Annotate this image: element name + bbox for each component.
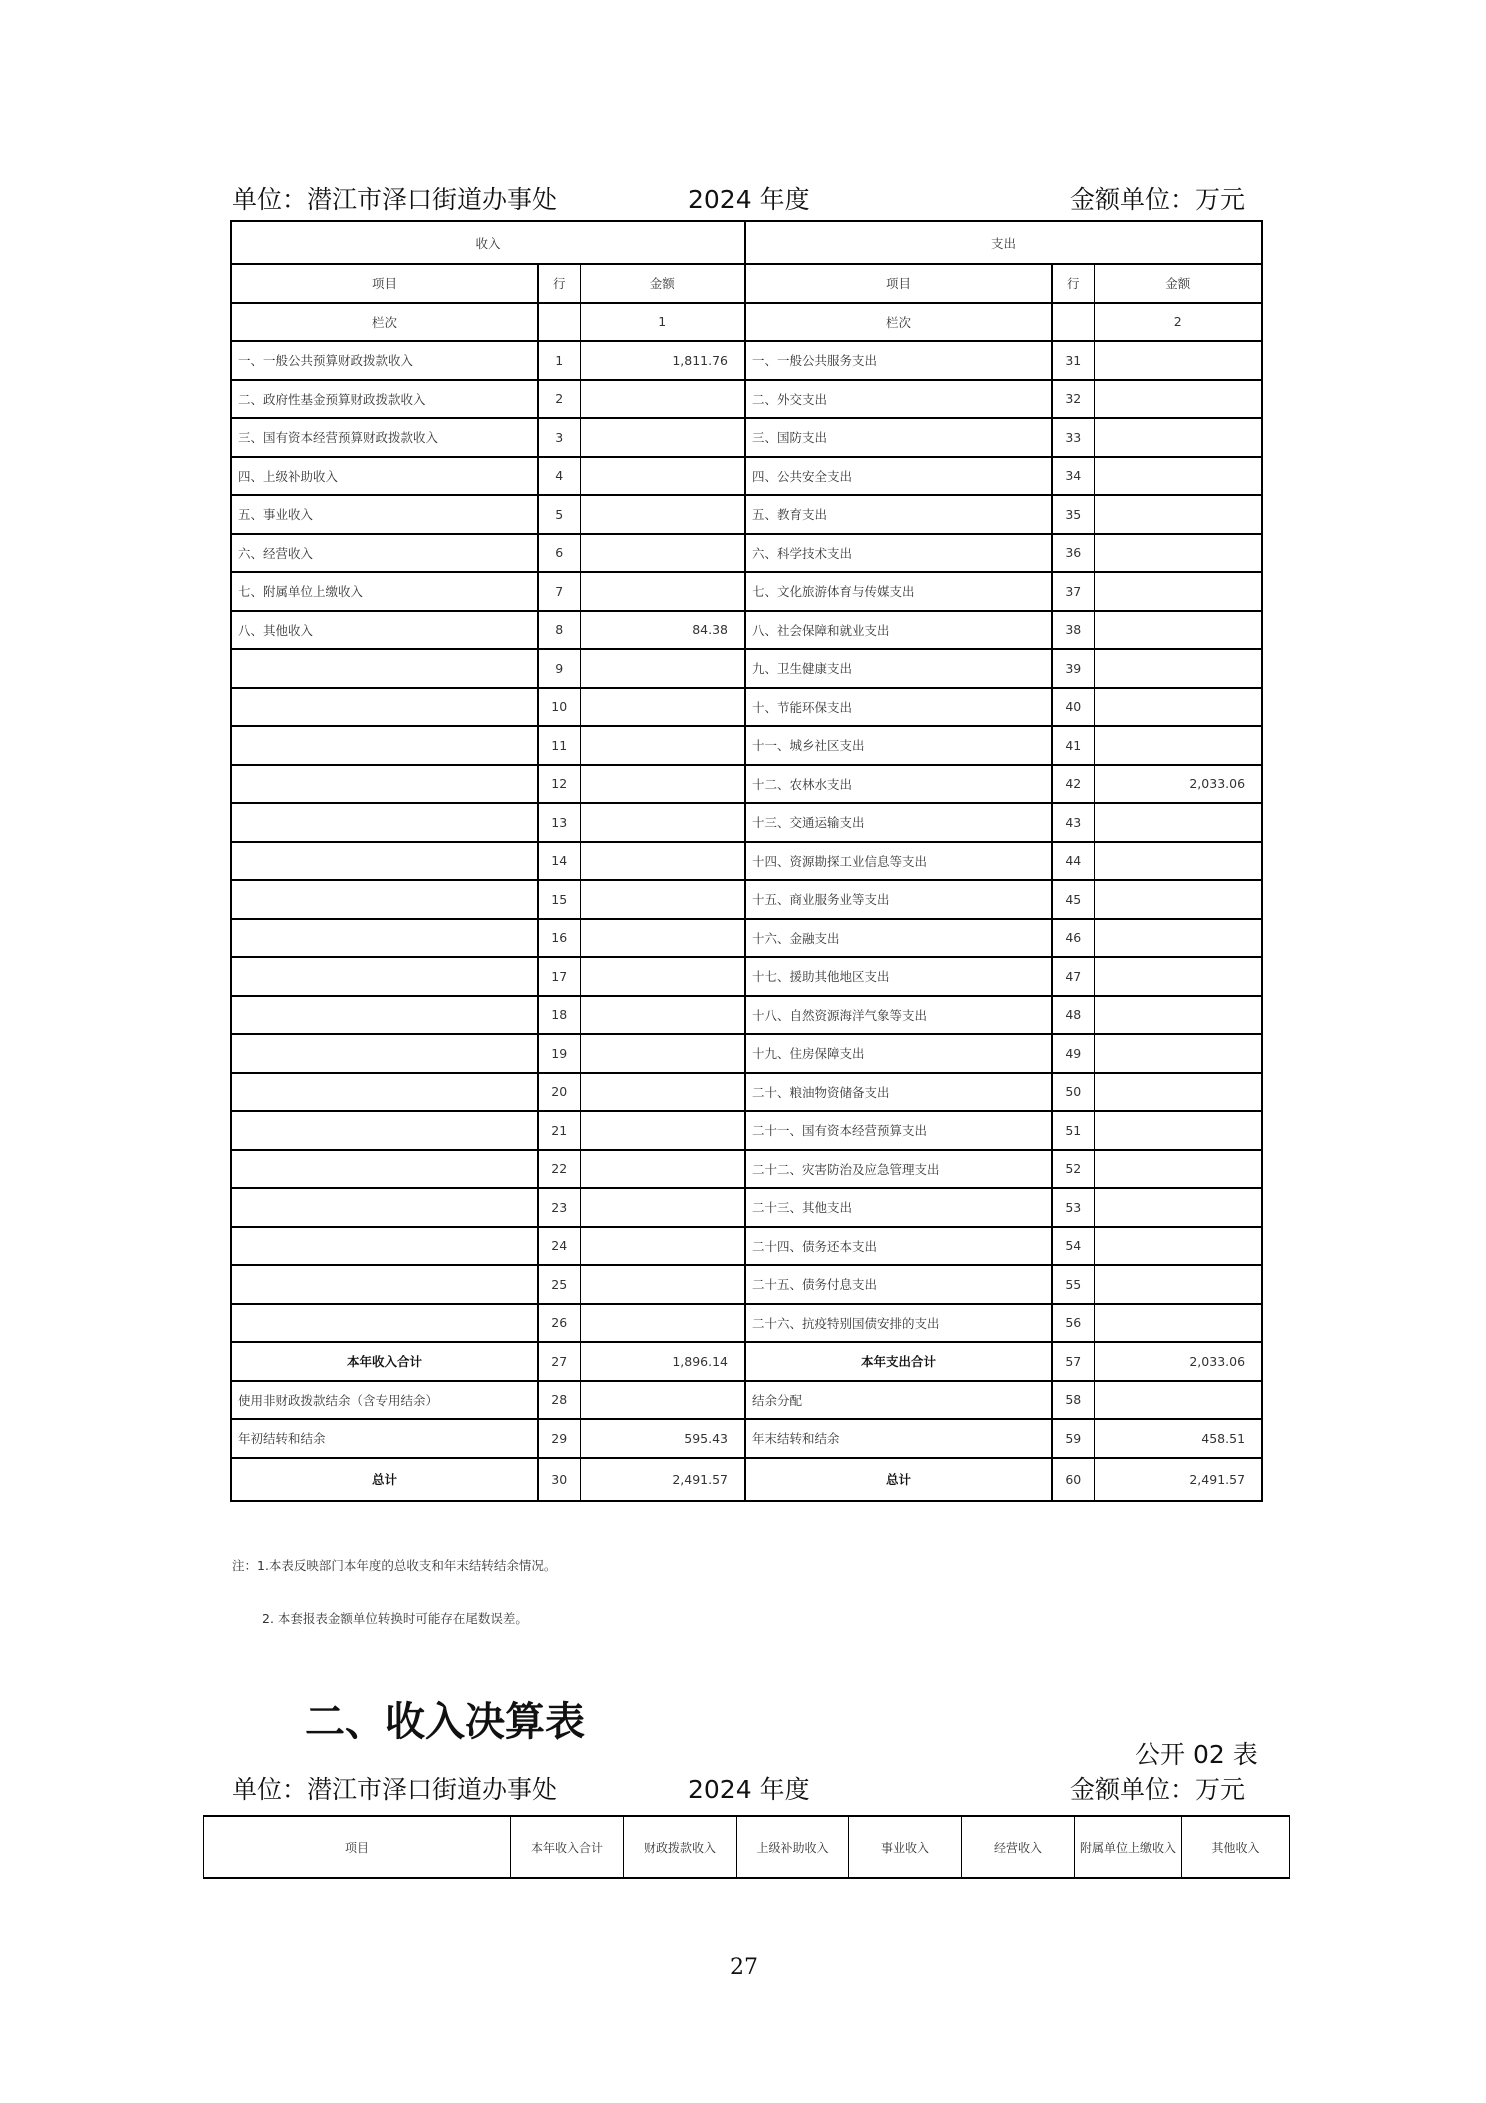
expense-total-amount: 458.51 <box>1094 1419 1262 1458</box>
expense-amount <box>1094 495 1262 534</box>
income-amount <box>580 495 745 534</box>
expense-amount <box>1094 341 1262 380</box>
table-row <box>231 1073 1262 1112</box>
income-total-row-number: 27 <box>538 1342 580 1381</box>
expense-row-number: 55 <box>1052 1265 1094 1304</box>
expense-item: 二十三、其他支出 <box>745 1188 1052 1227</box>
income-amount <box>580 457 745 496</box>
income-statement-header-row <box>204 1816 1290 1878</box>
note-2: 2. 本套报表金额单位转换时可能存在尾数误差。 <box>262 1611 528 1626</box>
expense-item: 七、文化旅游体育与传媒支出 <box>745 572 1052 611</box>
income-total-row-number: 28 <box>538 1381 580 1420</box>
expense-total-amount: 2,033.06 <box>1094 1342 1262 1381</box>
table-row <box>231 649 1262 688</box>
total-row <box>231 1342 1262 1381</box>
expense-amount <box>1094 572 1262 611</box>
income-amount <box>580 1034 745 1073</box>
expense-amount: 2,033.06 <box>1094 765 1262 804</box>
income-row-number: 24 <box>538 1227 580 1266</box>
expense-amount <box>1094 418 1262 457</box>
income-row-number: 1 <box>538 341 580 380</box>
expense-row-number: 46 <box>1052 919 1094 958</box>
expense-item: 二十六、抗疫特别国债安排的支出 <box>745 1304 1052 1343</box>
income-amount <box>580 649 745 688</box>
income-row-number: 7 <box>538 572 580 611</box>
expense-row-number: 47 <box>1052 957 1094 996</box>
income-total-item: 总计 <box>231 1458 538 1501</box>
expense-row-number: 51 <box>1052 1111 1094 1150</box>
expense-item: 十二、农林水支出 <box>745 765 1052 804</box>
table-row <box>231 1188 1262 1227</box>
expense-row-number: 36 <box>1052 534 1094 573</box>
expense-amount <box>1094 1265 1262 1304</box>
expense-row-header: 行 <box>1052 264 1094 303</box>
income-item: 七、附属单位上缴收入 <box>231 572 538 611</box>
expense-item: 二十、粮油物资储备支出 <box>745 1073 1052 1112</box>
table-row <box>231 457 1262 496</box>
income-row-number: 18 <box>538 996 580 1035</box>
expense-amount <box>1094 919 1262 958</box>
income-amount <box>580 880 745 919</box>
expense-item: 三、国防支出 <box>745 418 1052 457</box>
expense-item: 九、卫生健康支出 <box>745 649 1052 688</box>
income-amount <box>580 1304 745 1343</box>
income-total-row-number: 30 <box>538 1458 580 1501</box>
income-amount <box>580 957 745 996</box>
table-row <box>231 765 1262 804</box>
income-row-number: 20 <box>538 1073 580 1112</box>
income-row-number: 17 <box>538 957 580 996</box>
table-row <box>231 957 1262 996</box>
table-row <box>231 341 1262 380</box>
income-amount <box>580 1227 745 1266</box>
expense-row-number: 53 <box>1052 1188 1094 1227</box>
income-row-number: 26 <box>538 1304 580 1343</box>
table-row <box>231 688 1262 727</box>
expense-total-row-number: 59 <box>1052 1419 1094 1458</box>
expense-total-item: 年末结转和结余 <box>745 1419 1052 1458</box>
table-row <box>231 1150 1262 1189</box>
expense-item: 十八、自然资源海洋气象等支出 <box>745 996 1052 1035</box>
table-row <box>231 418 1262 457</box>
section-title: 二、收入决算表 <box>305 1699 585 1745</box>
income-item: 三、国有资本经营预算财政拨款收入 <box>231 418 538 457</box>
income-total-item: 使用非财政拨款结余（含专用结余） <box>231 1381 538 1420</box>
income-amount: 84.38 <box>580 611 745 650</box>
income-statement-column-header: 上级补助收入 <box>737 1816 849 1878</box>
income-statement-column-header: 附属单位上缴收入 <box>1075 1816 1182 1878</box>
income-amount <box>580 688 745 727</box>
income-item <box>231 1188 538 1227</box>
expense-amount <box>1094 1304 1262 1343</box>
income-item: 四、上级补助收入 <box>231 457 538 496</box>
income-item <box>231 1111 538 1150</box>
expense-row-number: 38 <box>1052 611 1094 650</box>
income-amount-header: 金额 <box>580 264 745 303</box>
total-row <box>231 1381 1262 1420</box>
expense-row-number: 39 <box>1052 649 1094 688</box>
income-total-amount: 595.43 <box>580 1419 745 1458</box>
expense-row-number: 52 <box>1052 1150 1094 1189</box>
income-amount <box>580 572 745 611</box>
income-item: 八、其他收入 <box>231 611 538 650</box>
income-expense-summary-table <box>230 220 1263 1502</box>
income-amount <box>580 919 745 958</box>
expense-item: 十九、住房保障支出 <box>745 1034 1052 1073</box>
income-item <box>231 803 538 842</box>
expense-item: 十七、援助其他地区支出 <box>745 957 1052 996</box>
expense-total-row-number: 58 <box>1052 1381 1094 1420</box>
income-amount: 1,811.76 <box>580 341 745 380</box>
note-1: 注：1.本表反映部门本年度的总收支和年末结转结余情况。 <box>232 1558 557 1573</box>
table-row <box>231 1265 1262 1304</box>
expense-item: 二、外交支出 <box>745 380 1052 419</box>
expense-row-number: 42 <box>1052 765 1094 804</box>
income-statement-column-header: 财政拨款收入 <box>624 1816 737 1878</box>
income-amount <box>580 765 745 804</box>
total-row <box>231 1458 1262 1501</box>
income-row-number: 16 <box>538 919 580 958</box>
expense-seq-blank <box>1052 303 1094 342</box>
income-item: 二、政府性基金预算财政拨款收入 <box>231 380 538 419</box>
income-statement-column-header: 事业收入 <box>849 1816 962 1878</box>
table-row <box>231 534 1262 573</box>
income-row-number: 21 <box>538 1111 580 1150</box>
income-amount <box>580 996 745 1035</box>
table-row <box>231 726 1262 765</box>
expense-total-item: 结余分配 <box>745 1381 1052 1420</box>
expense-item: 六、科学技术支出 <box>745 534 1052 573</box>
table-row <box>231 572 1262 611</box>
expense-total-item: 本年支出合计 <box>745 1342 1052 1381</box>
expense-row-number: 32 <box>1052 380 1094 419</box>
income-amount <box>580 1265 745 1304</box>
income-item <box>231 919 538 958</box>
year-label: 2024 年度 <box>688 185 810 214</box>
expense-amount <box>1094 611 1262 650</box>
income-item <box>231 996 538 1035</box>
expense-amount-header: 金额 <box>1094 264 1262 303</box>
income-statement-table <box>203 1815 1290 1879</box>
table-row <box>231 803 1262 842</box>
sequence-row <box>231 303 1262 342</box>
expense-total-amount <box>1094 1381 1262 1420</box>
income-row-number: 3 <box>538 418 580 457</box>
expense-item: 二十四、债务还本支出 <box>745 1227 1052 1266</box>
expense-total-row-number: 60 <box>1052 1458 1094 1501</box>
income-item <box>231 1304 538 1343</box>
income-amount <box>580 842 745 881</box>
income-row-number: 13 <box>538 803 580 842</box>
income-amount <box>580 1073 745 1112</box>
table-row <box>231 880 1262 919</box>
table-row <box>231 996 1262 1035</box>
income-row-number: 5 <box>538 495 580 534</box>
income-amount <box>580 380 745 419</box>
expense-row-number: 50 <box>1052 1073 1094 1112</box>
expense-row-number: 34 <box>1052 457 1094 496</box>
income-amount <box>580 1188 745 1227</box>
expense-item: 五、教育支出 <box>745 495 1052 534</box>
income-row-number: 22 <box>538 1150 580 1189</box>
income-item <box>231 1227 538 1266</box>
currency-label: 金额单位：万元 <box>1070 185 1246 214</box>
income-statement-column-header: 经营收入 <box>962 1816 1075 1878</box>
income-row-number: 25 <box>538 1265 580 1304</box>
table-code: 公开 02 表 <box>1135 1740 1258 1769</box>
income-item-header: 项目 <box>231 264 538 303</box>
income-item <box>231 880 538 919</box>
expense-amount <box>1094 380 1262 419</box>
income-amount <box>580 803 745 842</box>
expense-row-number: 40 <box>1052 688 1094 727</box>
expense-amount <box>1094 996 1262 1035</box>
income-amount <box>580 726 745 765</box>
income-seq-number: 1 <box>580 303 745 342</box>
expense-row-number: 41 <box>1052 726 1094 765</box>
income-row-number: 15 <box>538 880 580 919</box>
expense-row-number: 54 <box>1052 1227 1094 1266</box>
income-item <box>231 726 538 765</box>
income-row-number: 10 <box>538 688 580 727</box>
income-row-number: 2 <box>538 380 580 419</box>
expense-item: 十、节能环保支出 <box>745 688 1052 727</box>
income-item <box>231 1073 538 1112</box>
income-row-number: 14 <box>538 842 580 881</box>
income-amount <box>580 1150 745 1189</box>
expense-amount <box>1094 726 1262 765</box>
section2-unit-label: 单位：潜江市泽口街道办事处 <box>232 1775 558 1804</box>
expense-row-number: 45 <box>1052 880 1094 919</box>
income-row-number: 9 <box>538 649 580 688</box>
expense-amount <box>1094 842 1262 881</box>
expense-row-number: 31 <box>1052 341 1094 380</box>
table-row <box>231 611 1262 650</box>
income-total-amount: 1,896.14 <box>580 1342 745 1381</box>
expense-amount <box>1094 803 1262 842</box>
income-seq-blank <box>538 303 580 342</box>
expense-row-number: 33 <box>1052 418 1094 457</box>
income-total-item: 年初结转和结余 <box>231 1419 538 1458</box>
total-row <box>231 1419 1262 1458</box>
income-row-number: 6 <box>538 534 580 573</box>
expense-amount <box>1094 457 1262 496</box>
expense-item: 八、社会保障和就业支出 <box>745 611 1052 650</box>
expense-amount <box>1094 534 1262 573</box>
table-row <box>231 1034 1262 1073</box>
income-item <box>231 957 538 996</box>
expense-item: 二十一、国有资本经营预算支出 <box>745 1111 1052 1150</box>
expense-row-number: 43 <box>1052 803 1094 842</box>
expense-item: 二十二、灾害防治及应急管理支出 <box>745 1150 1052 1189</box>
income-total-amount: 2,491.57 <box>580 1458 745 1501</box>
expense-item: 十六、金融支出 <box>745 919 1052 958</box>
expense-amount <box>1094 1111 1262 1150</box>
expense-item: 一、一般公共服务支出 <box>745 341 1052 380</box>
expense-total-row-number: 57 <box>1052 1342 1094 1381</box>
group-header-row <box>231 221 1262 264</box>
expense-row-number: 35 <box>1052 495 1094 534</box>
income-item <box>231 649 538 688</box>
income-item: 五、事业收入 <box>231 495 538 534</box>
income-item: 六、经营收入 <box>231 534 538 573</box>
section2-year-label: 2024 年度 <box>688 1775 810 1804</box>
table-row <box>231 495 1262 534</box>
income-statement-column-header: 本年收入合计 <box>511 1816 624 1878</box>
expense-seq-label: 栏次 <box>745 303 1052 342</box>
expense-item: 十五、商业服务业等支出 <box>745 880 1052 919</box>
income-item <box>231 688 538 727</box>
table-row <box>231 1304 1262 1343</box>
expense-item: 十四、资源勘探工业信息等支出 <box>745 842 1052 881</box>
expense-amount <box>1094 1034 1262 1073</box>
unit-label: 单位：潜江市泽口街道办事处 <box>232 185 558 214</box>
table-row <box>231 1111 1262 1150</box>
income-item: 一、一般公共预算财政拨款收入 <box>231 341 538 380</box>
income-row-number: 12 <box>538 765 580 804</box>
expense-amount <box>1094 1073 1262 1112</box>
income-statement-column-header: 项目 <box>204 1816 511 1878</box>
income-row-number: 4 <box>538 457 580 496</box>
income-amount <box>580 1111 745 1150</box>
expense-item-header: 项目 <box>745 264 1052 303</box>
expense-total-amount: 2,491.57 <box>1094 1458 1262 1501</box>
income-row-number: 11 <box>538 726 580 765</box>
income-seq-label: 栏次 <box>231 303 538 342</box>
income-row-number: 19 <box>538 1034 580 1073</box>
income-item <box>231 1150 538 1189</box>
section2-currency-label: 金额单位：万元 <box>1070 1775 1246 1804</box>
expense-row-number: 49 <box>1052 1034 1094 1073</box>
expense-item: 二十五、债务付息支出 <box>745 1265 1052 1304</box>
expense-amount <box>1094 1150 1262 1189</box>
page-number: 27 <box>730 1955 758 1980</box>
expense-amount <box>1094 688 1262 727</box>
expense-amount <box>1094 1188 1262 1227</box>
expense-amount <box>1094 880 1262 919</box>
expense-row-number: 37 <box>1052 572 1094 611</box>
expense-item: 十一、城乡社区支出 <box>745 726 1052 765</box>
income-amount <box>580 534 745 573</box>
income-item <box>231 1265 538 1304</box>
expense-row-number: 56 <box>1052 1304 1094 1343</box>
income-row-number: 23 <box>538 1188 580 1227</box>
income-amount <box>580 418 745 457</box>
income-row-number: 8 <box>538 611 580 650</box>
table-row <box>231 919 1262 958</box>
expense-amount <box>1094 649 1262 688</box>
expense-item: 四、公共安全支出 <box>745 457 1052 496</box>
income-item <box>231 1034 538 1073</box>
income-total-item: 本年收入合计 <box>231 1342 538 1381</box>
income-statement-column-header: 其他收入 <box>1182 1816 1290 1878</box>
expense-row-number: 48 <box>1052 996 1094 1035</box>
column-header-row <box>231 264 1262 303</box>
table-row <box>231 842 1262 881</box>
income-total-amount <box>580 1381 745 1420</box>
income-item <box>231 842 538 881</box>
expense-seq-number: 2 <box>1094 303 1262 342</box>
table-row <box>231 1227 1262 1266</box>
income-item <box>231 765 538 804</box>
income-row-header: 行 <box>538 264 580 303</box>
table-row <box>231 380 1262 419</box>
expense-total-item: 总计 <box>745 1458 1052 1501</box>
expense-item: 十三、交通运输支出 <box>745 803 1052 842</box>
expense-row-number: 44 <box>1052 842 1094 881</box>
expense-amount <box>1094 1227 1262 1266</box>
income-total-row-number: 29 <box>538 1419 580 1458</box>
expense-amount <box>1094 957 1262 996</box>
income-group-header: 收入 <box>231 221 745 264</box>
expense-group-header: 支出 <box>745 221 1262 264</box>
